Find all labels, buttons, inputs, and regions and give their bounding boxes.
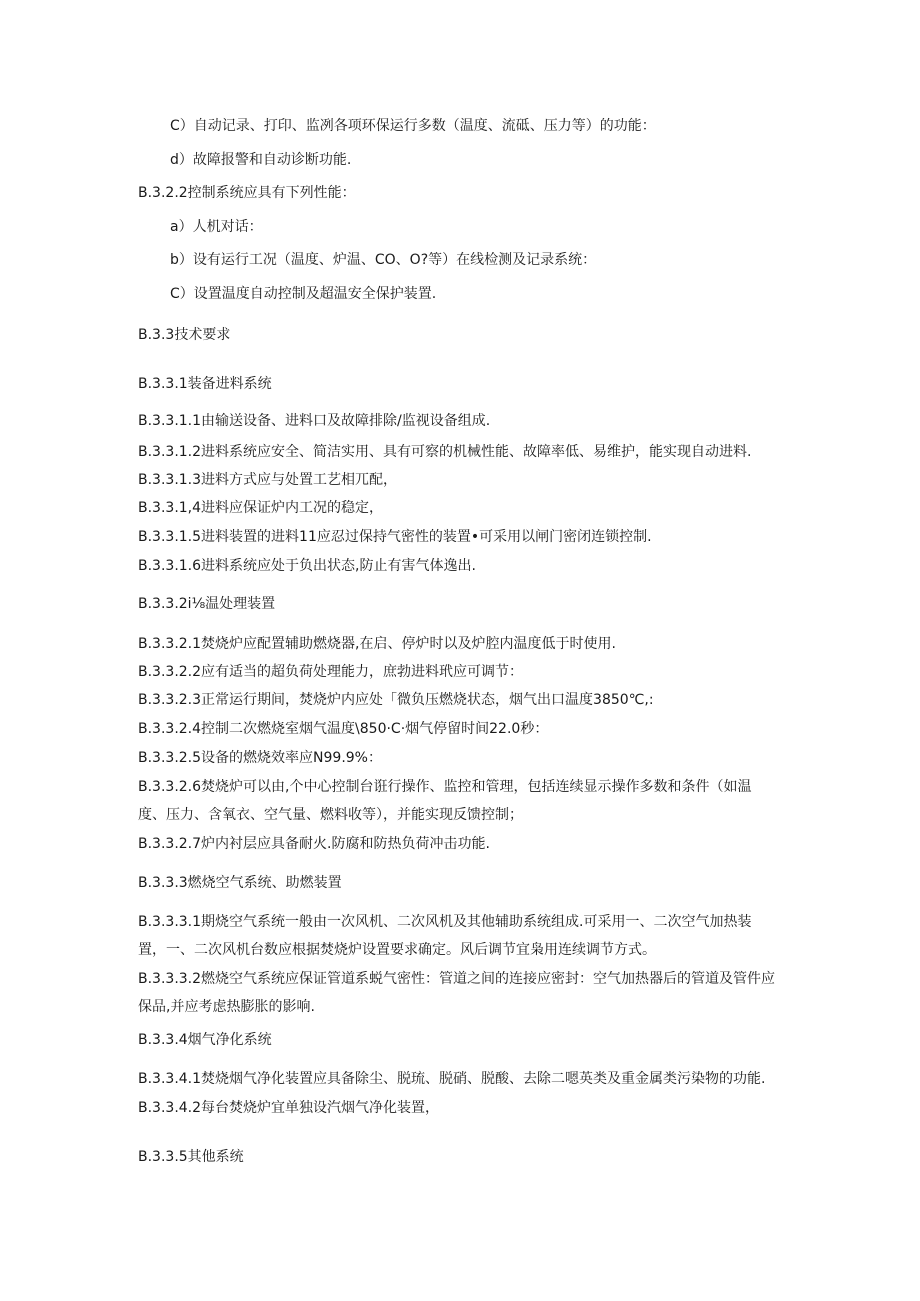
clause-b-3-3-1-1: B.3.3.1.1由输送设备、进料口及故障排除/监视设备组成. (138, 413, 491, 429)
clause-b-3-3-1-6: B.3.3.1.6进料系统应处于负出状态,防止有害气体逸出. (138, 558, 476, 574)
item-b-online-monitoring: b）设有运行工况（温度、炉温、CO、O?等）在线检测及记录系统： (170, 252, 597, 268)
clause-b-3-3-1-3: B.3.3.1.3进料方式应与处置工艺相兀配， (138, 472, 398, 488)
section-b-3-3-4: B.3.3.4烟气净化系统 (138, 1032, 272, 1048)
item-a-dialogue: a）人机对话： (170, 219, 263, 235)
clause-b-3-3-4-1: B.3.3.4.1焚烧烟气净化装置应具备除尘、脱琉、脱硝、脱酸、去除二嗯英类及重金属类污染物的功能. (138, 1071, 766, 1087)
clause-b-3-3-1-4: B.3.3.1,4进料应保证炉内工况的稳定， (138, 500, 384, 516)
item-d-fault-alarm: d）故障报警和自动诊断功能. (170, 152, 352, 168)
clause-b-3-3-2-1: B.3.3.2.1焚烧炉应配置辅助燃烧器,在启、停炉时以及炉腔内温度低于时使用. (138, 636, 616, 652)
section-b-3-3-5: B.3.3.5其他系统 (138, 1149, 244, 1165)
item-c-temperature-control: C）设置温度自动控制及超温安全保护装置. (170, 286, 437, 302)
clause-b-3-3-3-2: B.3.3.3.2燃烧空气系统应保证管道系蜕气密性：管道之间的连接应密封：空气加热器后的管道及管件应 (138, 971, 776, 987)
clause-b-3-3-2-5: B.3.3.2.5设备的燃烧效率应N99.9%： (138, 750, 382, 766)
clause-b-3-3-3-1: B.3.3.3.1期烧空气系统一般由一次风机、二次风机及其他辅助系统组成.可采用一、二次空气加热装 (138, 914, 752, 930)
section-b-3-3: B.3.3技术要求 (138, 327, 231, 343)
section-b-3-3-1: B.3.3.1装备进料系统 (138, 376, 272, 392)
section-b-3-3-3: B.3.3.3燃烧空气系统、助燃装置 (138, 875, 342, 891)
clause-b-3-3-4-2: B.3.3.4.2每台焚烧炉宜单独设汽烟气净化装置， (138, 1100, 440, 1116)
clause-b-3-3-3-1-cont: 置，一、二次风机台数应根据焚烧炉设置要求确定。风后调节宜枭用连续调节方式。 (138, 942, 656, 958)
section-b-3-3-2: B.3.3.2i⅛温处理装置 (138, 596, 276, 612)
clause-b-3-3-1-5: B.3.3.1.5进料装置的进料11应忍过保持气密性的装置•可采用以闸门密闭连锁控制. (138, 529, 652, 545)
item-c-auto-recording: C）自动记录、打印、监冽各项环保运行多数（温度、流砥、压力等）的功能： (170, 118, 656, 134)
clause-b-3-3-2-7: B.3.3.2.7炉内衬层应具备耐火.防腐和防热负荷冲击功能. (138, 836, 490, 852)
clause-b-3-3-2-3: B.3.3.2.3正常运行期间，焚烧炉内应处「微负压燃烧状态，烟气出口温度3850℃,: (138, 692, 654, 708)
clause-b-3-3-1-2: B.3.3.1.2进料系统应安全、简洁实用、具有可察的机械性能、故障率低、易维护，能实现自动进料. (138, 444, 752, 460)
clause-b-3-3-2-4: B.3.3.2.4控制二次燃烧室烟气温度\850·C·烟气停留时间22.0秒： (138, 721, 549, 737)
clause-b-3-3-2-6: B.3.3.2.6焚烧炉可以由,个中心控制台诳行操作、监控和管理，包括连续显示操作多数和条件（如温 (138, 779, 752, 795)
clause-b-3-3-3-2-cont: 保品,并应考虑热膨胀的影响. (138, 999, 315, 1015)
section-b-3-2-2: B.3.2.2控制系统应具有下列性能： (138, 185, 356, 201)
clause-b-3-3-2-2: B.3.3.2.2应有适当的超负荷处理能力，庶勃进料玳应可调节： (138, 664, 524, 680)
clause-b-3-3-2-6-cont: 度、压力、含氧衣、空气量、燃料收等），并能实现反馈控制； (138, 807, 523, 823)
